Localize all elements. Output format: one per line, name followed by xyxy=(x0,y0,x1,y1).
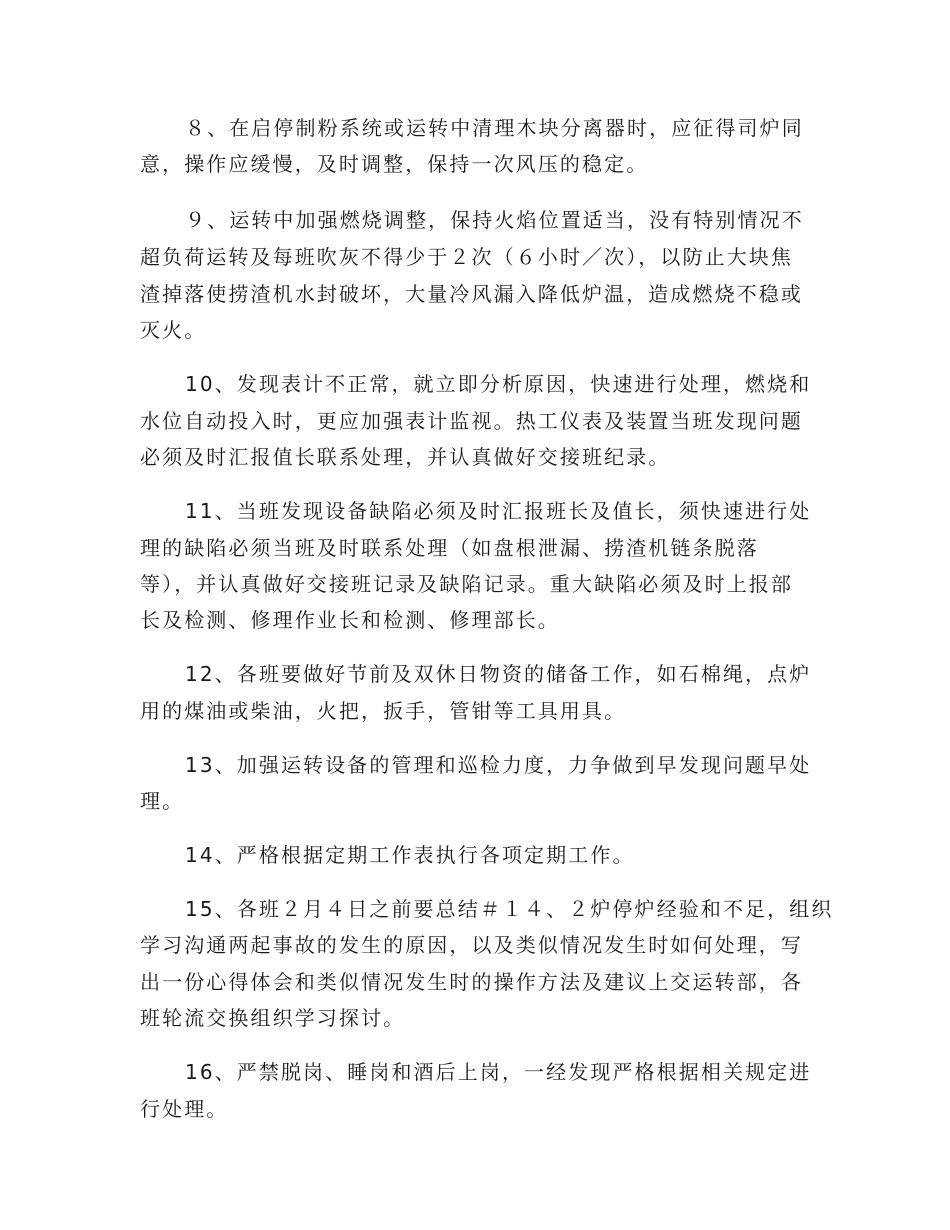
paragraph-line: 理的缺陷必须当班及时联系处理（如盘根泄漏、捞渣机链条脱落 xyxy=(140,536,759,560)
paragraph-line: 15、各班２月４日之前要总结＃１４、２炉停炉经验和不足，组织 xyxy=(185,897,834,921)
paragraph-line: 理。 xyxy=(140,789,185,813)
paragraph-line: 渣掉落使捞渣机水封破坏，大量冷风漏入降低炉温，造成燃烧不稳或 xyxy=(140,282,803,306)
paragraph-line: 14、严格根据定期工作表执行各项定期工作。 xyxy=(185,843,635,867)
paragraph-line: ８、在启停制粉系统或运转中清理木块分离器时，应征得司炉同 xyxy=(185,116,804,140)
paragraph-line: 10、发现表计不正常，就立即分析原因，快速进行处理，燃烧和 xyxy=(185,372,812,396)
paragraph-line: 用的煤油或柴油，火把，扳手，管钳等工具用具。 xyxy=(140,699,627,723)
paragraph-line: ９、运转中加强燃烧调整，保持火焰位置适当，没有特别情况不 xyxy=(185,208,804,232)
paragraph-line: 11、当班发现设备缺陷必须及时汇报班长及值长，须快速进行处 xyxy=(185,499,812,523)
paragraph-line: 等），并认真做好交接班记录及缺陷记录。重大缺陷必须及时上报部 xyxy=(140,572,793,596)
paragraph-line: 水位自动投入时，更应加强表计监视。热工仪表及装置当班发现问题 xyxy=(140,409,803,433)
paragraph-line: 灭火。 xyxy=(140,318,207,342)
paragraph-line: 出一份心得体会和类似情况发生时的操作方法及建议上交运转部，各 xyxy=(140,970,803,994)
paragraph-line: 13、加强运转设备的管理和巡检力度，力争做到早发现问题早处 xyxy=(185,753,812,777)
paragraph-line: 行处理。 xyxy=(140,1097,229,1121)
paragraph-line: 意，操作应缓慢，及时调整，保持一次风压的稳定。 xyxy=(140,152,649,176)
paragraph-line: 班轮流交换组织学习探讨。 xyxy=(140,1006,406,1030)
paragraph-line: 16、严禁脱岗、睡岗和酒后上岗，一经发现严格根据相关规定进 xyxy=(185,1060,812,1084)
paragraph-line: 超负荷运转及每班吹灰不得少于２次（６小时／次），以防止大块焦 xyxy=(140,245,793,269)
paragraph-line: 必须及时汇报值长联系处理，并认真做好交接班纪录。 xyxy=(140,445,671,469)
paragraph-line: 学习沟通两起事故的发生的原因，以及类似情况发生时如何处理，写 xyxy=(140,933,803,957)
paragraph-line: 12、各班要做好节前及双休日物资的储备工作，如石棉绳，点炉 xyxy=(185,662,812,686)
paragraph-line: 长及检测、修理作业长和检测、修理部长。 xyxy=(140,608,560,632)
